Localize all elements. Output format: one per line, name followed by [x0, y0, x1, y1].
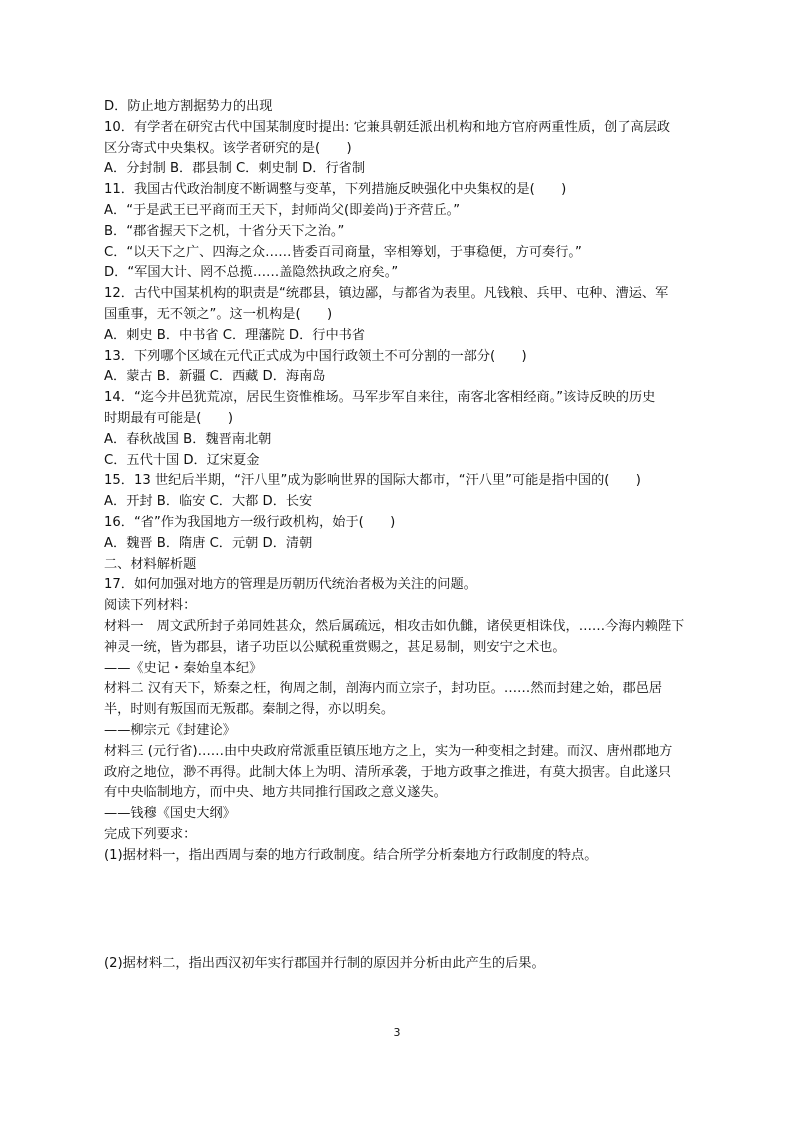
text-line: 完成下列要求：: [104, 826, 197, 842]
text-line: 政府之地位，渺不再得。此制大体上为明、清所承袭，于地方政事之推进，有莫大损害。自此遂只: [104, 764, 672, 780]
text-line: D．“军国大计、罔不总揽……盖隐然执政之府矣。”: [104, 265, 399, 281]
text-line: 时期最有可能是( ): [104, 410, 233, 426]
text-line: 国重事，无不领之”。这一机构是( ): [104, 306, 333, 322]
text-line: ——《史记・秦始皇本纪》: [104, 660, 263, 676]
text-line: 阅读下列材料：: [104, 598, 197, 614]
text-line: 14．“迄今井邑犹荒凉，居民生资惟椎场。马军步军自来往，南客北客相经商。”该诗反映的历史: [104, 390, 656, 406]
text-line: A．刺史 B．中书省 C．理藩院 D．行中书省: [104, 327, 366, 343]
question-text-block: [104, 97, 700, 866]
answer-space: [104, 866, 700, 910]
text-line: A．魏晋 B．隋唐 C．元朝 D．清朝: [104, 535, 313, 551]
text-line: 16．“省”作为我国地方一级行政机构，始于( ): [104, 514, 396, 530]
text-line: C．五代十国 D．辽宋夏金: [104, 452, 260, 468]
text-line: B．“郡省握天下之机，十省分天下之治。”: [104, 223, 345, 239]
text-line: 有中央临制地方，而中央、地方共同推行国政之意义遂失。: [104, 785, 447, 801]
text-line: A．蒙古 B．新疆 C．西藏 D．海南岛: [104, 369, 326, 385]
text-line: 15．13 世纪后半期，“汗八里”成为影响世界的国际大都市，“汗八里”可能是指中国的( ): [104, 473, 641, 489]
text-line: 13．下列哪个区域在元代正式成为中国行政领土不可分割的一部分( ): [104, 348, 527, 364]
text-line: ——钱穆《国史大纲》: [104, 806, 236, 822]
text-line: 材料一 周文武所封子弟同姓甚众，然后属疏远，相攻击如仇雠，诸侯更相诛伐，……今海内赖陛下: [104, 618, 685, 634]
text-line: 二、材料解析题: [104, 556, 197, 572]
text-line: 材料二 汉有天下，矫秦之枉，徇周之制，剖海内而立宗子，封功臣。……然而封建之始，郡邑居: [104, 681, 663, 697]
text-line: A．分封制 B．郡县制 C．刺史制 D．行省制: [104, 161, 366, 177]
text-line: D．防止地方割据势力的出现: [104, 99, 273, 114]
text-line: 区分寄式中央集权。该学者研究的是( ): [104, 140, 352, 156]
text-line: C．“以天下之广、四海之众……皆委百司商量，宰相筹划，于事稳便，方可奏行。”: [104, 244, 582, 260]
text-line: 12．古代中国某机构的职责是“统郡县，镇边鄙，与都省为表里。凡钱粮、兵甲、屯种、漕运、军: [104, 286, 669, 302]
text-line: 17．如何加强对地方的管理是历朝历代统治者极为关注的问题。: [104, 577, 477, 593]
text-line: 半，时则有叛国而无叛郡。秦制之得，亦以明矣。: [104, 702, 395, 718]
text-line: A．开封 B．临安 C．大都 D．长安: [104, 494, 313, 510]
text-line: (1)据材料一，指出西周与秦的地方行政制度。结合所学分析秦地方行政制度的特点。: [104, 847, 598, 863]
text-line: A．春秋战国 B．魏晋南北朝: [104, 431, 272, 447]
text-line: ——柳宗元《封建论》: [104, 722, 236, 738]
text-line: A．“于是武王已平商而王天下，封师尚父(即姜尚)于齐营丘。”: [104, 202, 461, 218]
text-line: 10．有学者在研究古代中国某制度时提出: 它兼具朝廷派出机构和地方官府两重性质，创了高层政: [104, 119, 671, 135]
document-body: [104, 97, 700, 975]
page-number: 3: [393, 1026, 401, 1039]
sub-question-2: (2)据材料二，指出西汉初年实行郡国并行制的原因并分析由此产生的后果。: [104, 956, 545, 972]
text-line: 神灵一统，皆为郡县，诸子功臣以公赋税重赏赐之，甚足易制，则安宁之术也。: [104, 639, 566, 655]
text-line: 材料三 (元行省)……由中央政府常派重臣镇压地方之上，实为一种变相之封建。而汉、唐州郡地方: [104, 743, 673, 759]
text-line: 11．我国古代政治制度不断调整与变革，下列措施反映强化中央集权的是( ): [104, 182, 567, 198]
answer-space-2: [104, 910, 700, 954]
